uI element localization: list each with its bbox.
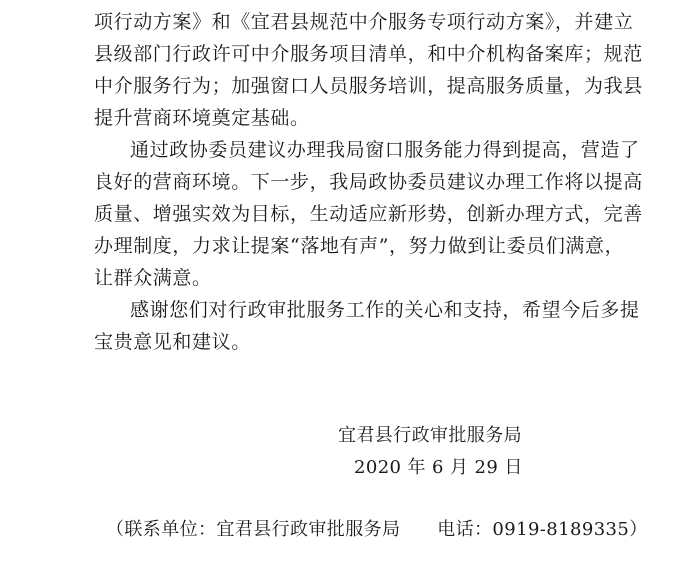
body-line: 县级部门行政许可中介服务项目清单，和中介机构备案库；规范 xyxy=(94,43,643,65)
body-line: 质量、增强实效为目标，生动适应新形势，创新办理方式，完善 xyxy=(94,203,643,225)
body-line: 办理制度，力求让提案“落地有声”，努力做到让委员们满意， xyxy=(94,235,625,257)
body-line: 宝贵意见和建议。 xyxy=(94,331,251,353)
contact-info: （联系单位：宜君县行政审批服务局 电话：0919-8189335） xyxy=(106,519,648,540)
body-line: 提升营商环境奠定基础。 xyxy=(94,107,310,129)
body-line: 感谢您们对行政审批服务工作的关心和支持，希望今后多提 xyxy=(130,299,640,321)
signature-organization: 宜君县行政审批服务局 xyxy=(338,425,522,446)
body-line: 让群众满意。 xyxy=(94,267,212,289)
body-line: 良好的营商环境。下一步，我局政协委员建议办理工作将以提高 xyxy=(94,171,643,193)
signature-date: 2020 年 6 月 29 日 xyxy=(354,457,523,478)
body-line: 通过政协委员建议办理我局窗口服务能力得到提高，营造了 xyxy=(130,139,640,161)
body-line: 中介服务行为；加强窗口人员服务培训，提高服务质量，为我县 xyxy=(94,75,643,97)
body-line: 项行动方案》和《宜君县规范中介服务专项行动方案》，并建立 xyxy=(94,11,634,33)
